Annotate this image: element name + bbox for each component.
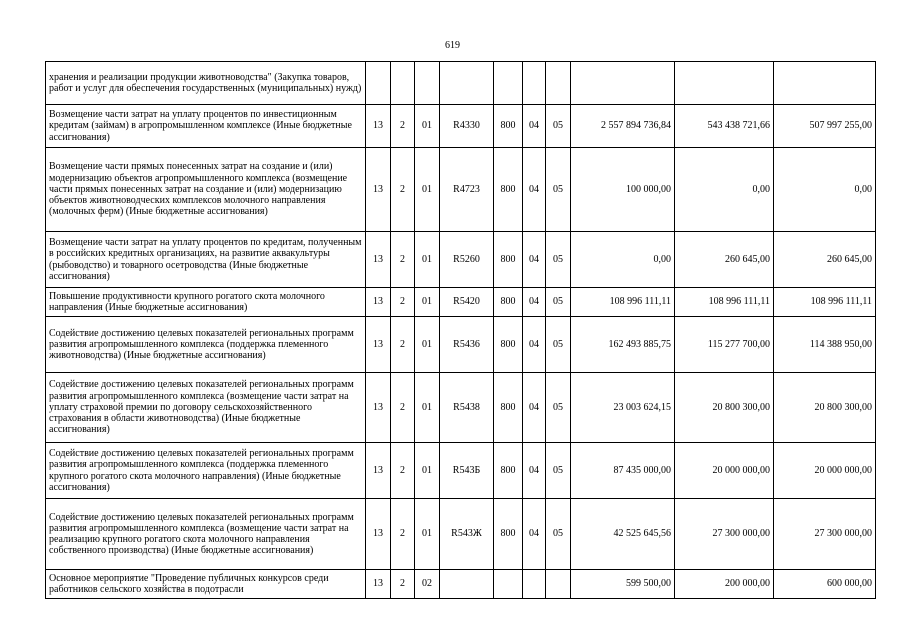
subsection-cell: 05 xyxy=(546,443,571,499)
subprogram-code-cell: 2 xyxy=(391,570,415,599)
amount-year-2-cell: 108 996 111,11 xyxy=(675,288,774,317)
event-code-cell: 01 xyxy=(415,317,440,373)
amount-year-2-cell xyxy=(675,62,774,105)
amount-year-1-cell: 2 557 894 736,84 xyxy=(571,105,675,148)
subprogram-code-cell: 2 xyxy=(391,443,415,499)
amount-year-1-cell: 108 996 111,11 xyxy=(571,288,675,317)
event-code-cell: 01 xyxy=(415,288,440,317)
section-cell: 04 xyxy=(523,499,546,570)
subprogram-code-cell: 2 xyxy=(391,373,415,443)
section-cell xyxy=(523,570,546,599)
program-code-cell: 13 xyxy=(366,317,391,373)
event-code-cell: 01 xyxy=(415,148,440,232)
table-row xyxy=(46,105,876,148)
subsection-cell: 05 xyxy=(546,499,571,570)
program-code-cell: 13 xyxy=(366,443,391,499)
direction-code-cell: R5260 xyxy=(440,232,494,288)
subprogram-code-cell: 2 xyxy=(391,148,415,232)
amount-year-1-cell: 599 500,00 xyxy=(571,570,675,599)
amount-year-3-cell: 27 300 000,00 xyxy=(774,499,876,570)
amount-year-1-cell: 42 525 645,56 xyxy=(571,499,675,570)
direction-code-cell: R4330 xyxy=(440,105,494,148)
section-cell: 04 xyxy=(523,148,546,232)
expense-type-cell: 800 xyxy=(494,443,523,499)
amount-year-2-cell: 20 800 300,00 xyxy=(675,373,774,443)
amount-year-2-cell: 20 000 000,00 xyxy=(675,443,774,499)
description-cell: Основное мероприятие "Проведение публичных конкурсов среди работников сельского хозяйства в подотрасли xyxy=(46,570,366,599)
amount-year-3-cell: 260 645,00 xyxy=(774,232,876,288)
program-code-cell: 13 xyxy=(366,288,391,317)
description-cell: Содействие достижению целевых показателей региональных программ развития агропромышленного комплекса (поддержка племенного животноводства) (Иные бюджетные ассигнования) xyxy=(46,317,366,373)
section-cell: 04 xyxy=(523,317,546,373)
description-cell: Повышение продуктивности крупного рогатого скота молочного направления (Иные бюджетные ассигнования) xyxy=(46,288,366,317)
subsection-cell: 05 xyxy=(546,317,571,373)
amount-year-3-cell: 20 000 000,00 xyxy=(774,443,876,499)
table-row xyxy=(46,288,876,317)
program-code-cell: 13 xyxy=(366,570,391,599)
table-row xyxy=(46,443,876,499)
table-row xyxy=(46,499,876,570)
table-row xyxy=(46,232,876,288)
program-code-cell xyxy=(366,62,391,105)
expense-type-cell: 800 xyxy=(494,105,523,148)
amount-year-1-cell: 162 493 885,75 xyxy=(571,317,675,373)
amount-year-3-cell: 600 000,00 xyxy=(774,570,876,599)
budget-table xyxy=(45,61,876,599)
amount-year-1-cell: 87 435 000,00 xyxy=(571,443,675,499)
subsection-cell: 05 xyxy=(546,373,571,443)
expense-type-cell: 800 xyxy=(494,148,523,232)
section-cell: 04 xyxy=(523,105,546,148)
event-code-cell: 02 xyxy=(415,570,440,599)
expense-type-cell: 800 xyxy=(494,288,523,317)
section-cell xyxy=(523,62,546,105)
event-code-cell: 01 xyxy=(415,443,440,499)
description-cell: Возмещение части затрат на уплату процентов по кредитам, полученным в российских кредитных организациях, на развитие аквакультуры (рыбоводство) и товарного осетроводства (Иные бюджетные ассигнования) xyxy=(46,232,366,288)
direction-code-cell: R543Ж xyxy=(440,499,494,570)
description-cell: Возмещение части прямых понесенных затрат на создание и (или) модернизацию объектов агропромышленного комплекса (возмещение части прямых понесенных затрат на создание и (или) модернизацию объектов животноводческих комплексов молочного направления (молочных ферм) (Иные бюджетные ассигнования) xyxy=(46,148,366,232)
subprogram-code-cell: 2 xyxy=(391,288,415,317)
amount-year-1-cell: 100 000,00 xyxy=(571,148,675,232)
subsection-cell xyxy=(546,62,571,105)
amount-year-2-cell: 0,00 xyxy=(675,148,774,232)
amount-year-2-cell: 543 438 721,66 xyxy=(675,105,774,148)
amount-year-3-cell: 114 388 950,00 xyxy=(774,317,876,373)
event-code-cell: 01 xyxy=(415,373,440,443)
expense-type-cell: 800 xyxy=(494,317,523,373)
direction-code-cell xyxy=(440,62,494,105)
direction-code-cell: R5436 xyxy=(440,317,494,373)
direction-code-cell: R5420 xyxy=(440,288,494,317)
direction-code-cell: R4723 xyxy=(440,148,494,232)
table-body xyxy=(46,62,876,599)
program-code-cell: 13 xyxy=(366,373,391,443)
description-cell: Содействие достижению целевых показателей региональных программ развития агропромышленного комплекса (возмещение части затрат на уплату страховой премии по договору сельскохозяйственного страхования в области животноводства) (Иные бюджетные ассигнования) xyxy=(46,373,366,443)
subsection-cell xyxy=(546,570,571,599)
event-code-cell xyxy=(415,62,440,105)
amount-year-1-cell: 23 003 624,15 xyxy=(571,373,675,443)
direction-code-cell: R543Б xyxy=(440,443,494,499)
table-row xyxy=(46,148,876,232)
subsection-cell: 05 xyxy=(546,105,571,148)
description-cell: Содействие достижению целевых показателей региональных программ развития агропромышленного комплекса (возмещение части затрат на реализацию крупного рогатого скота молочного направления собственного производства) (Иные бюджетные ассигнования) xyxy=(46,499,366,570)
amount-year-3-cell: 0,00 xyxy=(774,148,876,232)
section-cell: 04 xyxy=(523,288,546,317)
event-code-cell: 01 xyxy=(415,499,440,570)
section-cell: 04 xyxy=(523,443,546,499)
event-code-cell: 01 xyxy=(415,105,440,148)
expense-type-cell xyxy=(494,62,523,105)
section-cell: 04 xyxy=(523,373,546,443)
direction-code-cell xyxy=(440,570,494,599)
amount-year-1-cell xyxy=(571,62,675,105)
event-code-cell: 01 xyxy=(415,232,440,288)
subprogram-code-cell: 2 xyxy=(391,317,415,373)
table-row xyxy=(46,373,876,443)
program-code-cell: 13 xyxy=(366,232,391,288)
program-code-cell: 13 xyxy=(366,148,391,232)
subsection-cell: 05 xyxy=(546,232,571,288)
expense-type-cell: 800 xyxy=(494,499,523,570)
amount-year-1-cell: 0,00 xyxy=(571,232,675,288)
section-cell: 04 xyxy=(523,232,546,288)
amount-year-2-cell: 260 645,00 xyxy=(675,232,774,288)
subsection-cell: 05 xyxy=(546,148,571,232)
amount-year-2-cell: 115 277 700,00 xyxy=(675,317,774,373)
amount-year-3-cell: 108 996 111,11 xyxy=(774,288,876,317)
amount-year-3-cell xyxy=(774,62,876,105)
subsection-cell: 05 xyxy=(546,288,571,317)
amount-year-3-cell: 507 997 255,00 xyxy=(774,105,876,148)
table-row xyxy=(46,317,876,373)
amount-year-2-cell: 27 300 000,00 xyxy=(675,499,774,570)
subprogram-code-cell: 2 xyxy=(391,105,415,148)
subprogram-code-cell xyxy=(391,62,415,105)
amount-year-2-cell: 200 000,00 xyxy=(675,570,774,599)
subprogram-code-cell: 2 xyxy=(391,232,415,288)
expense-type-cell: 800 xyxy=(494,232,523,288)
table-row xyxy=(46,570,876,599)
expense-type-cell xyxy=(494,570,523,599)
program-code-cell: 13 xyxy=(366,499,391,570)
page-number: 619 xyxy=(445,40,460,51)
description-cell: хранения и реализации продукции животноводства" (Закупка товаров, работ и услуг для обеспечения государственных (муниципальных) нужд) xyxy=(46,62,366,105)
expense-type-cell: 800 xyxy=(494,373,523,443)
description-cell: Содействие достижению целевых показателей региональных программ развития агропромышленного комплекса (поддержка племенного крупного рогатого скота молочного направления) (Иные бюджетные ассигнования) xyxy=(46,443,366,499)
description-cell: Возмещение части затрат на уплату процентов по инвестиционным кредитам (займам) в агропромышленном комплексе (Иные бюджетные ассигнования) xyxy=(46,105,366,148)
program-code-cell: 13 xyxy=(366,105,391,148)
amount-year-3-cell: 20 800 300,00 xyxy=(774,373,876,443)
table-row xyxy=(46,62,876,105)
direction-code-cell: R5438 xyxy=(440,373,494,443)
subprogram-code-cell: 2 xyxy=(391,499,415,570)
